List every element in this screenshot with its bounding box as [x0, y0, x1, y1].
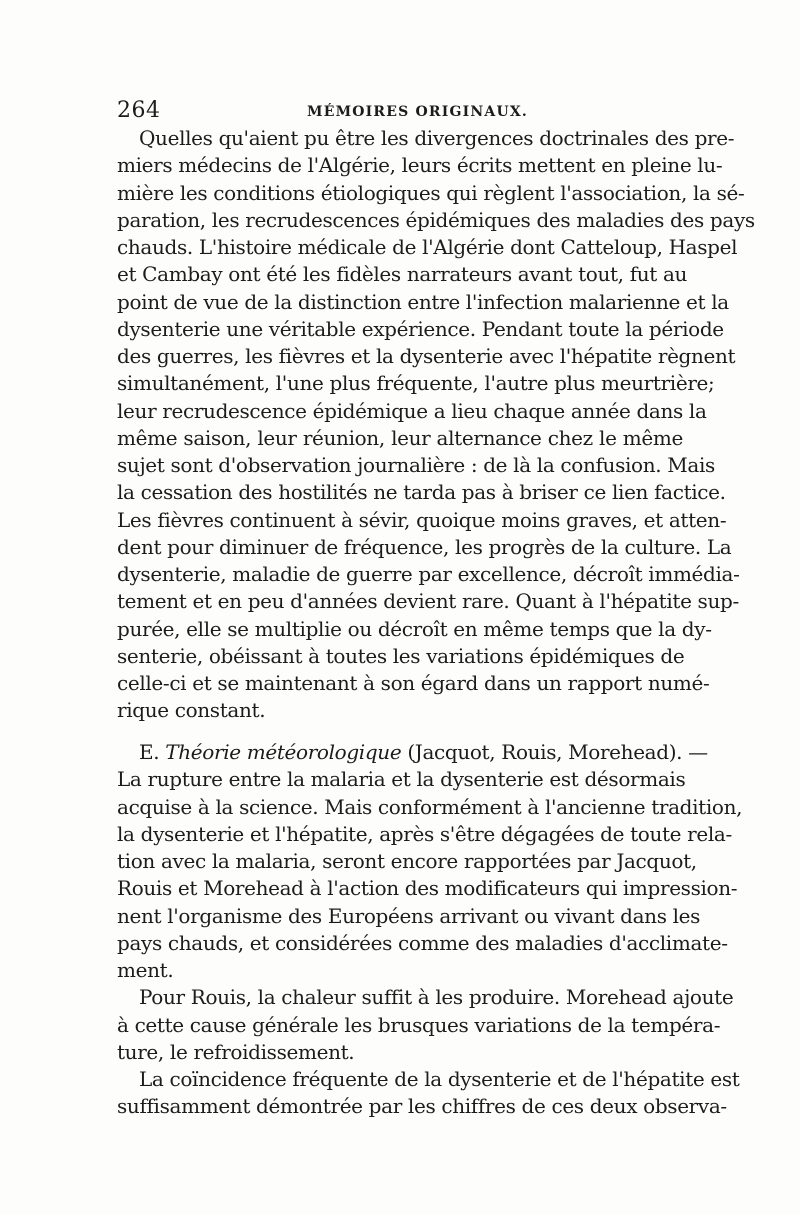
text-line: tement et en peu d'années devient rare. Quant à l'hépatite sup-: [117, 589, 739, 614]
text-line: dent pour diminuer de fréquence, les progrès de la culture. La: [117, 534, 732, 559]
text-line: tion avec la malaria, seront encore rapportées par Jacquot,: [117, 849, 697, 873]
text-line: chauds. L'histoire médicale de l'Algérie dont Catteloup, Haspel: [117, 235, 738, 259]
text-line: nent l'organisme des Européens arrivant ou vivant dans les: [117, 903, 701, 928]
text-line: la dysenterie et l'hépatite, après s'être dégagées de toute rela-: [117, 821, 732, 846]
text-line: point de vue de la distinction entre l'infection malarienne et la: [117, 289, 729, 314]
page-number: 264: [117, 98, 161, 123]
text-line: suffisamment démontrée par les chiffres de ces deux observa-: [117, 1094, 727, 1119]
text-line: même saison, leur réunion, leur alternance chez le même: [117, 425, 683, 450]
text-line: senterie, obéissant à toutes les variations épidémiques de: [117, 643, 685, 668]
section-letter: E.: [139, 740, 160, 764]
text-line: celle-ci et se maintenant à son égard dans un rapport numé-: [117, 671, 710, 695]
text-line: miers médecins de l'Algérie, leurs écrits mettent en pleine lu-: [117, 153, 723, 178]
text-line: ture, le refroidissement.: [117, 1039, 355, 1064]
section-e: [117, 739, 743, 1121]
text-line: La coïncidence fréquente de la dysenterie et de l'hépatite est: [139, 1067, 740, 1091]
text-line: mière les conditions étiologiques qui règlent l'association, la sé-: [117, 180, 745, 205]
text-line: à cette cause générale les brusques variations de la tempéra-: [117, 1012, 721, 1037]
text-line: leur recrudescence épidémique a lieu chaque année dans la: [117, 398, 707, 423]
text-line: et Cambay ont été les fidèles narrateurs avant tout, fut au: [117, 262, 688, 287]
section-title: Théorie météorologique: [165, 740, 402, 764]
text-line: dysenterie une véritable expérience. Pendant toute la période: [117, 316, 724, 341]
text-line: acquise à la science. Mais conformément à l'ancienne tradition,: [117, 794, 743, 819]
text-line: rique constant.: [117, 698, 266, 723]
running-header: [117, 98, 683, 124]
text-line: purée, elle se multiplie ou décroît en même temps que la dy-: [117, 616, 712, 641]
text-line: simultanément, l'une plus fréquente, l'autre plus meurtrière;: [117, 371, 715, 396]
paragraph-1: [117, 125, 755, 725]
text-line: Pour Rouis, la chaleur suffit à les produire. Morehead ajoute: [139, 985, 734, 1010]
text-line: Les fièvres continuent à sévir, quoique moins graves, et atten-: [117, 507, 727, 532]
running-title: MÉMOIRES ORIGINAUX.: [307, 104, 528, 120]
text-line: sujet sont d'observation journalière : de là la confusion. Mais: [117, 453, 715, 477]
text-line: ment.: [117, 958, 174, 982]
text-line: la cessation des hostilités ne tarda pas à briser ce lien factice.: [117, 480, 726, 505]
text-line: pays chauds, et considérées comme des maladies d'acclimate-: [117, 930, 728, 955]
text-line: Rouis et Morehead à l'action des modificateurs qui impression-: [117, 876, 738, 901]
section-heading-line: [117, 739, 708, 766]
text-line: dysenterie, maladie de guerre par excellence, décroît immédia-: [117, 562, 740, 586]
text-line: paration, les recrudescences épidémiques des maladies des pays: [117, 207, 755, 232]
text-line: Quelles qu'aient pu être les divergences doctrinales des pre-: [139, 126, 735, 150]
text-line: des guerres, les fièvres et la dysenterie avec l'hépatite règnent: [117, 344, 736, 368]
text-line: La rupture entre la malaria et la dysenterie est désormais: [117, 767, 686, 792]
section-authors: (Jacquot, Rouis, Morehead). —: [401, 740, 708, 764]
